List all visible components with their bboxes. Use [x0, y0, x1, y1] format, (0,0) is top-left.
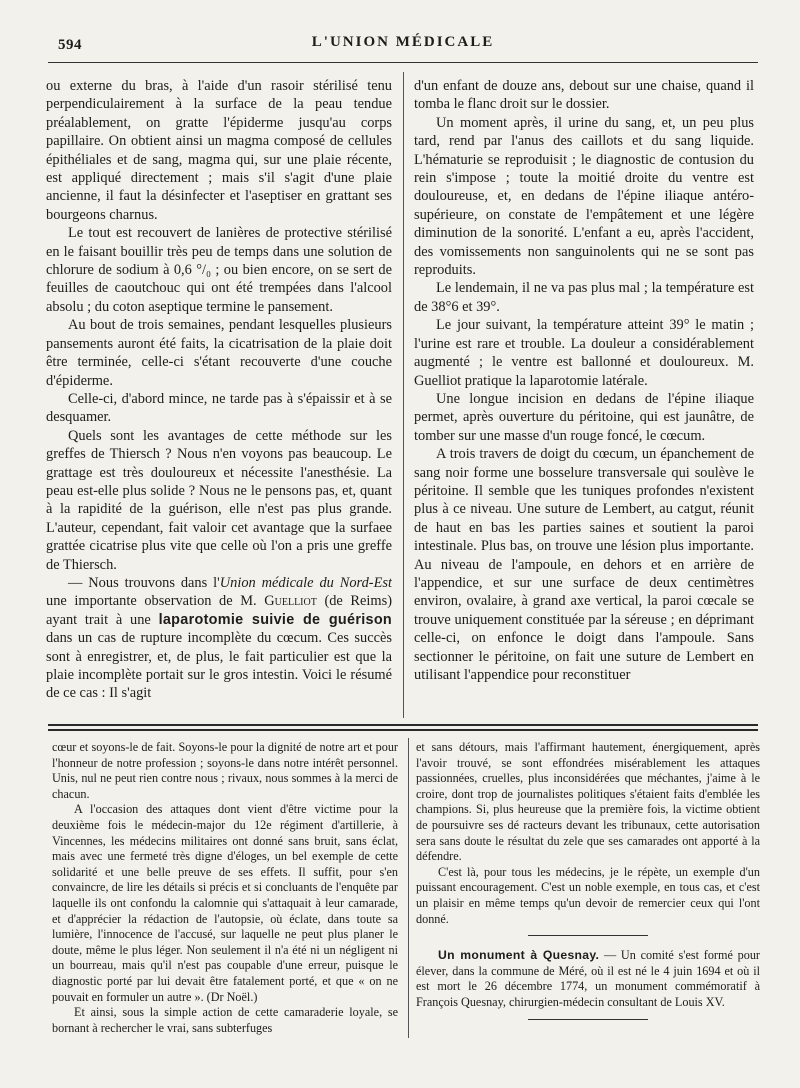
paragraph: Et ainsi, sous la simple action de cette camaraderie loyale, se bornant à rechercher le vrai, sans subterfuges [52, 1005, 398, 1035]
case-title: laparotomie suivie de guérison [158, 611, 392, 628]
paragraph: ou externe du bras, à l'aide d'un rasoir stérilisé tenu perpendiculairement à la surface de la peau tendue préalablement, on gratte l'épiderme jusqu'au corps papillaire. On obtient ainsi un magma composé de cellules épithéliales et de sang, magma qui, sur une plaie récente, est appliqué directement ; mais s'il s'agit d'une plaie ancienne, il faut la désinfecter et l'aseptiser en grattant ses bourgeons charnus. [46, 78, 392, 223]
separator-rule [528, 1019, 648, 1020]
paragraph: d'un enfant de douze ans, debout sur une chaise, quand il tomba le flanc droit sur le dossier. [414, 78, 754, 113]
section-divider [48, 729, 758, 731]
text-run: une importante observation de M. [46, 593, 265, 610]
notice-quesnay [416, 948, 760, 1010]
paragraph: Une longue incision en dedans de l'épine iliaque permet, après ouverture du péritoine, qui est jaunâtre, de tomber sur une masse d'un rouge foncé, le cœcum. [414, 390, 754, 444]
paragraph: et sans détours, mais l'affirmant hautement, énergiquement, après l'avoir trouvé, se sont effondrées misérablement les attaques passionnées, cruelles, plus inconsidérées que méchantes, j'aime à le croire, dont trop de journalistes politiques s'étaient faits d'emblée les champions. Si, plus heureuse que la première fois, la victime obtient de poursuivre ses dé racteurs devant les tribunaux, cette autorisation sera sans doute le résultat du zele que ses camarades ont apporté à la défendre. [416, 740, 760, 864]
paragraph: Le jour suivant, la température atteint 39° le matin ; l'urine est rare et trouble. La douleur a considérablement augmenté ; le ventre est ballonné et douloureux. M. Guelliot pratique la laparotomie latérale. [414, 317, 754, 389]
notice-title: Un monument à Quesnay. [438, 948, 600, 963]
author-name: Guelliot [264, 593, 317, 610]
column-rule [408, 738, 409, 1038]
text-run: dans un cas de rupture incomplète du cœcum. Ces succès sont à enregistrer, et, de plus, le fait particulier est que la plaie incomplète portait sur le gros intestin. Voici le résumé de ce cas : Il s'agit [46, 630, 392, 702]
column-bottom-left [52, 740, 398, 1040]
text-run: (de Reims) ayant trait à une [46, 593, 392, 628]
running-title: L'UNION MÉDICALE [311, 34, 495, 50]
column-top-left [46, 77, 392, 715]
paragraph: Le tout est recouvert de lanières de protective stérilisé en le faisant bouillir très peu de temps dans une solution de chlorure de sodium à 0,6 °/₀ ; ou bien encore, on se sert de feuilles de caoutchouc qui ont été trempées dans l'alcool absolu ; du coton aseptique termine le pansement. [46, 225, 392, 315]
paragraph: C'est là, pour tous les médecins, je le répète, un exemple d'un puissant encouragement. C'est un noble exemple, en tous cas, et c'est un plaisir en même temps qu'un devoir de remercier ceux qui l'ont donné. [416, 864, 760, 926]
journal-title: Union médicale du Nord-Est [219, 574, 392, 591]
paragraph: Quels sont les avantages de cette méthode sur les greffes de Thiersch ? Nous n'en voyons pas beaucoup. Le grattage est très douloureux et nécessite l'anesthésie. La peau est-elle plus solide ? Nous ne le pensons pas, et, quant à la rapidité de la guérison, elle n'est pas plus grande. L'auteur, cependant, fait valoir cet avantage que la surfaee grattée cicatrise plus vite que celle où l'on a pris une greffe de Thiersch. [46, 427, 392, 573]
paragraph: A l'occasion des attaques dont vient d'être victime pour la deuxième fois le médecin-major du 12e régiment d'artillerie, à Vincennes, les médecins militaires ont donné sans bruit, sans éclat, mais avec une fermeté très digne d'éloges, un bel exemple de cette solidarité et une belle preuve de ses effets. Il suffit, pour s'en convaincre, de lire les détails si précis et si concluants de l'enquête par laquelle ils ont confondu la calomnie qui s'attaquait à leur camarade, et d'apprécier la rédaction de l'autopsie, où éclate, dans toute sa lumière, l'innocence de l'accusé, sur laquelle ne peut plus planer le doute, même le plus léger. Non seulement il n'a été ni un négligent ni un bourreau, mais qu'il n'est pas coupable d'une erreur, puisque le diagnostic porté par lui devait être fatalement porté, et que « on ne pouvait en formuler un autre ». (Dr Noël.) [52, 802, 398, 1004]
paragraph: Un moment après, il urine du sang, et, un peu plus tard, rend par l'anus des caillots et du sang liquide. L'hématurie se reproduisit ; le diagnostic de contusion du rein s'impose ; toute la moitié droite du ventre est douloureuse, et, en dedans de l'épine iliaque antéro-supérieure, on constate de l'empâtement et une légère diminution de la sonorité. L'enfant a eu, après l'accident, des vomissements non sanguinolents qui ne se sont pas reproduits. [414, 114, 754, 279]
column-rule [403, 72, 404, 718]
paragraph: A trois travers de doigt du cœcum, un épanchement de sang noir forme une bosselure transversale qui soulève le péritoine. Il semble que les tuniques profondes n'existent plus à ce niveau. Une suture de Lembert, au catgut, réunit de haut en bas les parties saines et soutient la paroi intestinale. Plus bas, on trouve une lésion plus importante. Au niveau de l'ampoule, en dehors et en arrière de l'appendice, et sur une surface de deux centimètres environ, ovalaire, à grand axe vertical, la paroi cœcale se trouve uniquement constituée par la séreuse ; en déprimant celle-ci, on enfonce le doigt dans l'ampoule. Sans sectionner le péritoine, on fait une suture de Lembert en utilisant l'appendice pour reconstituer [414, 446, 754, 683]
text-run: — Nous trouvons dans l' [68, 574, 220, 591]
paragraph-observation [46, 574, 392, 703]
paragraph: cœur et soyons-le de fait. Soyons-le pour la dignité de notre art et pour l'honneur de notre profession ; soyons-le dans notre intérêt personnel. Unis, nul ne peut rien contre nous ; rivaux, nous sommes à la merci de chacun. [52, 740, 398, 801]
notice-body: — Un comité s'est formé pour élever, dans la commune de Méré, où il est né le 4 juin 1694 et où il est mort le 26 décembre 1774, un monument commémoratif à François Quesnay, chirurgien-médecin consultant de Louis XV. [416, 948, 760, 1009]
column-top-right [414, 77, 754, 715]
section-divider [48, 724, 758, 726]
separator-rule [528, 935, 648, 936]
paragraph: Au bout de trois semaines, pendant lesquelles plusieurs pansements auront été faits, la cicatrisation de la plaie doit être terminée, celle-ci s'étant recouverte d'une couche d'épiderme. [46, 317, 392, 389]
paragraph: Le lendemain, il ne va pas plus mal ; la température est de 38°6 et 39°. [414, 280, 754, 315]
page-number: 594 [58, 37, 82, 53]
column-bottom-right [416, 740, 760, 1040]
paragraph: Celle-ci, d'abord mince, ne tarde pas à s'épaissir et à se desquamer. [46, 390, 392, 426]
page-header [48, 28, 758, 63]
